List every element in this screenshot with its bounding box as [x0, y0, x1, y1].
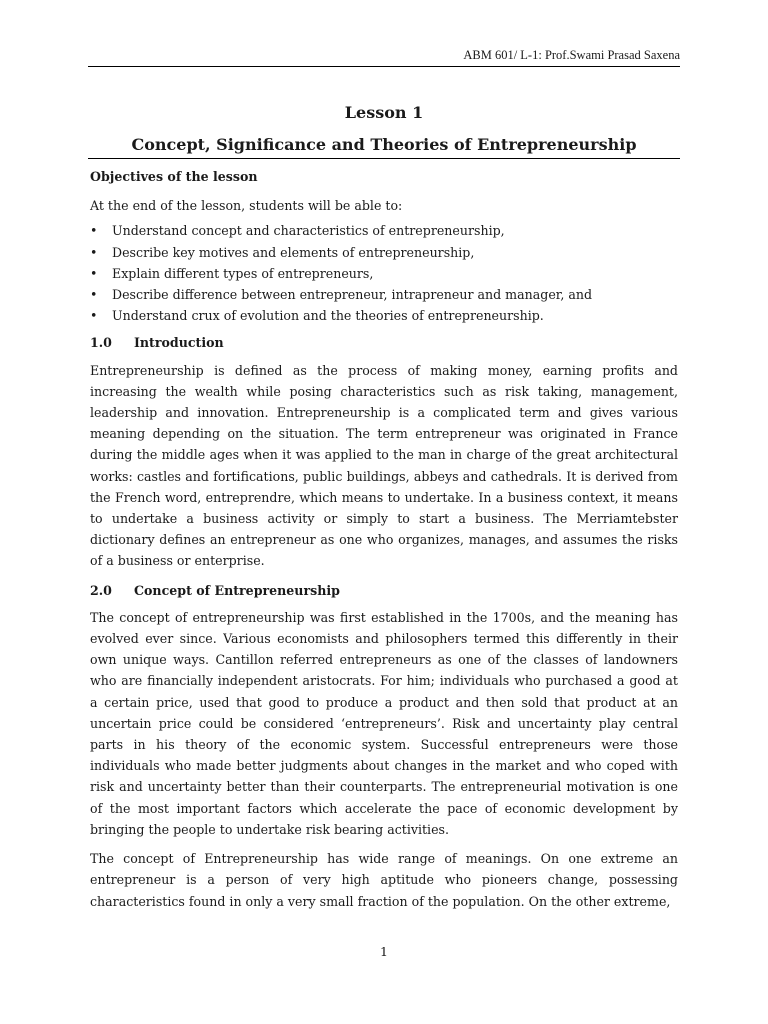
- title-rule: [88, 158, 680, 159]
- section-heading-concept: [90, 580, 678, 601]
- paragraph: Entrepreneurship is defined as the process of making money, earning profits and increasing the wealth while posing characteristics such as risk taking, management, leadership and innovation. Entrepreneurship is a complicated term and gives various meaning depending on the situation. The term entrepreneur was originated in France during the middle ages when it was applied to the man in charge of the great architectural works: castles and fortifications, public buildings, abbeys and cathedrals. It is derived from the French word, entreprendre, which means to undertake. In a business context, it means to undertake a business activity or simply to start a business. The Merriamtebster dictionary defines an entrepreneur as one who organizes, manages, and assumes the risks of a business or enterprise.: [90, 362, 678, 569]
- section-number: 1.0: [90, 335, 112, 351]
- section-heading-introduction: [90, 332, 678, 353]
- page-number: 1: [380, 944, 388, 959]
- objectives-list: [90, 220, 678, 326]
- bullet-icon: •: [90, 244, 98, 260]
- list-item-text: Understand concept and characteristics of entrepreneurship,: [112, 223, 505, 239]
- bullet-icon: •: [90, 265, 98, 281]
- lesson-number: Lesson 1: [344, 103, 424, 122]
- page-body: [90, 166, 678, 920]
- paragraph: The concept of Entrepreneurship has wide range of meanings. On one extreme an entrepreneur is a person of very high aptitude who pioneers change, possessing characteristics found in only a very small fraction of the population. On the other extreme,: [90, 851, 678, 909]
- list-item-text: Understand crux of evolution and the theories of entrepreneurship.: [112, 308, 544, 324]
- paragraph: The concept of entrepreneurship was first established in the 1700s, and the meaning has evolved ever since. Various economists and philosophers termed this differently in their own unique ways. Cantillon referred entrepreneurs as one of the classes of landowners who are financially independent aristocrats. For him; individuals who purchased a good at a certain price, used that good to produce a product and then sold that product at an uncertain price could be considered ‘entrepreneurs’. Risk and uncertainty play central parts in his theory of the economic system. Successful entrepreneurs were those individuals who made better judgments about changes in the market and who coped with risk and uncertainty better than their counterparts. The entrepreneurial motivation is one of the most important factors which accelerate the pace of economic development by bringing the people to undertake risk bearing activities.: [90, 609, 678, 837]
- header-rule: [88, 66, 680, 67]
- bullet-icon: •: [90, 287, 98, 303]
- bullet-icon: •: [90, 223, 98, 239]
- section-title: Concept of Entrepreneurship: [134, 582, 340, 598]
- list-item-text: Describe difference between entrepreneur, intrapreneur and manager, and: [112, 287, 593, 303]
- lesson-title: Concept, Significance and Theories of Entrepreneurship: [131, 135, 637, 154]
- running-header: ABM 601/ L-1: Prof.Swami Prasad Saxena: [463, 48, 680, 62]
- objectives-heading: Objectives of the lesson: [90, 169, 258, 184]
- list-item-text: Explain different types of entrepreneurs,: [112, 265, 374, 281]
- list-item-text: Describe key motives and elements of entrepreneurship,: [112, 244, 475, 260]
- bullet-icon: •: [90, 308, 98, 324]
- list-item: [90, 242, 678, 263]
- objectives-intro: At the end of the lesson, students will be able to:: [90, 198, 403, 214]
- section-title: Introduction: [134, 335, 224, 351]
- list-item: [90, 284, 678, 305]
- section-number: 2.0: [90, 582, 112, 598]
- list-item: [90, 220, 678, 241]
- list-item: [90, 305, 678, 326]
- list-item: [90, 263, 678, 284]
